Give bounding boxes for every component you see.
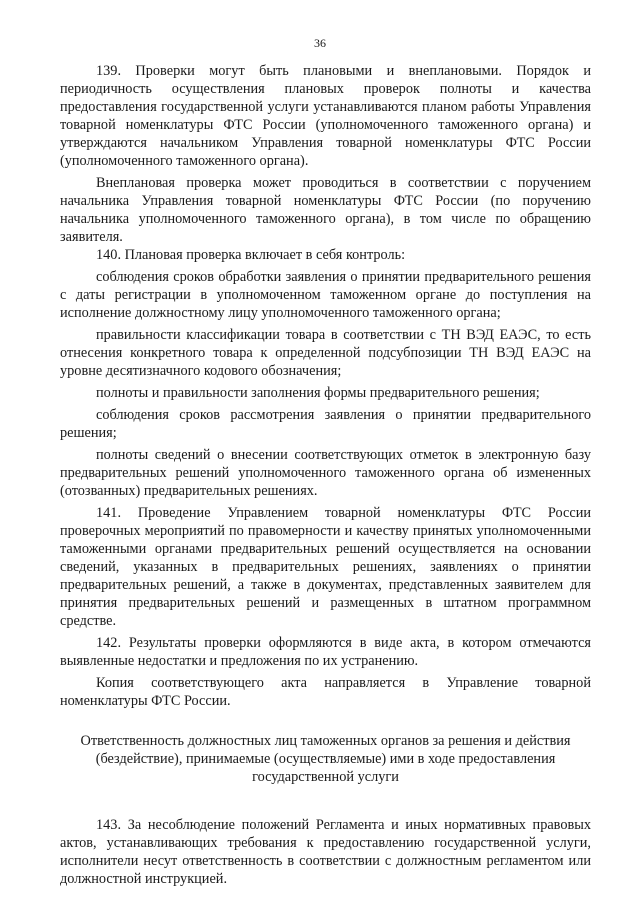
page-number: 36 xyxy=(314,36,326,50)
list-item-form-completeness: полноты и правильности заполнения формы предварительного решения; xyxy=(96,385,540,401)
paragraph-141: 141. Проведение Управлением товарной номенклатуры ФТС России проверочных мероприятий по правомерности и качеству принятых уполномоченными таможенными органами предварительных решений осуществляется на основании сведений, указанных в предварительных решениях, заявлениях о принятии предварительных решений, а также в документах, представленных заявителем для принятия предварительных решений и размещенных в штатном программном средстве. xyxy=(60,505,591,629)
paragraph-act-copy: Копия соответствующего акта направляется в Управление товарной номенклатуры ФТС России. xyxy=(60,675,591,709)
list-item-review-deadlines: соблюдения сроков рассмотрения заявления о принятии предварительного решения; xyxy=(60,407,591,441)
section-heading: Ответственность должностных лиц таможенных органов за решения и действия (бездействие), принимаемые (осуществляемые) ими в ходе предоставления государственной услуги xyxy=(80,733,571,785)
list-item-database-records: полноты сведений о внесении соответствующих отметок в электронную базу предварительных решений уполномоченного таможенного органа об измененных (отозванных) предварительных решениях. xyxy=(60,447,591,499)
paragraph-143: 143. За несоблюдение положений Регламента и иных нормативных правовых актов, устанавливающих требования к предоставлению государственной услуги, исполнители несут ответственность в соответствии с должностным регламентом или должностной инструкцией. xyxy=(60,817,591,887)
list-item-processing-deadlines: соблюдения сроков обработки заявления о принятии предварительного решения с даты регистрации в уполномоченном таможенном органе до поступления на исполнение должностному лицу уполномоченного таможенного органа; xyxy=(60,269,591,321)
paragraph-140: 140. Плановая проверка включает в себя контроль: xyxy=(96,247,406,263)
paragraph-142: 142. Результаты проверки оформляются в виде акта, в котором отмечаются выявленные недостатки и предложения по их устранению. xyxy=(60,635,591,669)
paragraph-139: 139. Проверки могут быть плановыми и внеплановыми. Порядок и периодичность осуществления плановых проверок полноты и качества предоставления государственной услуги устанавливаются планом работы Управления товарной номенклатуры ФТС России (уполномоченного таможенного органа) и утверждаются начальником Управления товарной номенклатуры ФТС России (уполномоченного таможенного органа). xyxy=(60,63,591,169)
document-body xyxy=(60,62,591,888)
paragraph-unscheduled-inspection: Внеплановая проверка может проводиться в соответствии с поручением начальника Управления товарной номенклатуры ФТС России (по поручению начальника уполномоченного таможенного органа), в том числе по обращению заявителя. xyxy=(60,175,591,245)
list-item-classification-correctness: правильности классификации товара в соответствии с ТН ВЭД ЕАЭС, то есть отнесения конкретного товара к определенной подсубпозиции ТН ВЭД ЕАЭС на уровне десятизначного кодового обозначения; xyxy=(60,327,591,379)
